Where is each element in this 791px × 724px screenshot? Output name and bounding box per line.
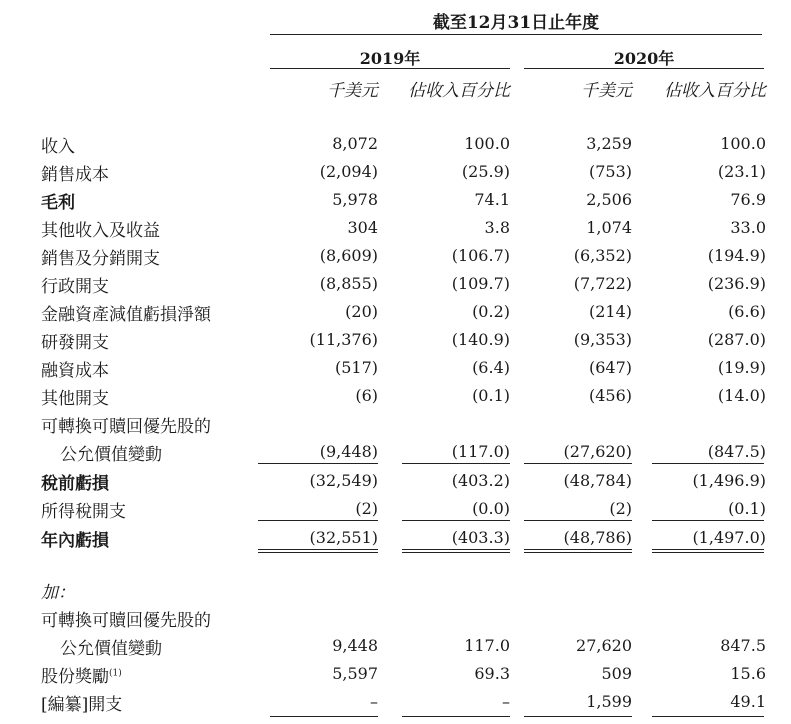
cell-usd-2019: 9,448 bbox=[332, 636, 378, 655]
cell-pct-2019: 117.0 bbox=[464, 636, 510, 655]
cell-usd-2019: (517) bbox=[334, 358, 378, 377]
row-label: 融資成本 bbox=[41, 361, 109, 381]
subtotal-rule bbox=[270, 716, 378, 717]
subtotal-rule bbox=[652, 716, 764, 717]
cell-usd-2020: (27,620) bbox=[563, 442, 632, 461]
subhead-usd-2019: 千美元 bbox=[327, 81, 378, 101]
cell-pct-2019: (117.0) bbox=[451, 442, 510, 461]
year-2019-underline bbox=[270, 68, 510, 69]
year-2019-heading: 2019年 bbox=[359, 49, 421, 68]
cell-pct-2019: (403.3) bbox=[451, 528, 510, 547]
cell-pct-2020: 76.9 bbox=[730, 190, 766, 209]
cell-pct-2019: (140.9) bbox=[451, 330, 510, 349]
row-label: [編纂]開支 bbox=[41, 695, 123, 715]
row-label: 收入 bbox=[41, 137, 75, 157]
period-heading: 截至12月31日止年度 bbox=[432, 13, 600, 33]
subtotal-rule bbox=[524, 520, 632, 521]
total-rule bbox=[652, 552, 764, 553]
total-rule bbox=[402, 549, 510, 550]
cell-pct-2019: (109.7) bbox=[451, 274, 510, 293]
subhead-pct-2020: 佔收入百分比 bbox=[664, 81, 766, 101]
cell-pct-2020: (1,496.9) bbox=[692, 471, 766, 490]
cell-pct-2019: 100.0 bbox=[464, 134, 510, 153]
row-label: 其他開支 bbox=[41, 389, 109, 409]
total-rule bbox=[402, 552, 510, 553]
cell-pct-2020: (14.0) bbox=[717, 386, 766, 405]
cell-pct-2019: (25.9) bbox=[461, 162, 510, 181]
cell-pct-2020: 15.6 bbox=[730, 664, 766, 683]
row-label: 可轉換可贖回優先股的 bbox=[41, 417, 211, 437]
subtotal-rule bbox=[402, 520, 510, 521]
period-underline bbox=[270, 34, 762, 35]
row-label: 研發開支 bbox=[41, 333, 109, 353]
subtotal-rule bbox=[652, 520, 764, 521]
row-label: 稅前虧損 bbox=[41, 474, 109, 494]
cell-usd-2020: (753) bbox=[588, 162, 632, 181]
cell-usd-2020: (456) bbox=[588, 386, 632, 405]
cell-usd-2019: 8,072 bbox=[332, 134, 378, 153]
subtotal-rule bbox=[524, 463, 632, 464]
row-label: 銷售成本 bbox=[41, 165, 109, 185]
total-rule bbox=[258, 549, 378, 550]
total-rule bbox=[258, 552, 378, 553]
cell-pct-2020: (847.5) bbox=[707, 442, 766, 461]
cell-pct-2020: (287.0) bbox=[707, 330, 766, 349]
subhead-pct-2019: 佔收入百分比 bbox=[408, 81, 510, 101]
cell-usd-2019: – bbox=[370, 692, 378, 711]
cell-usd-2020: 1,074 bbox=[586, 218, 632, 237]
subtotal-rule bbox=[258, 463, 378, 464]
cell-pct-2020: (194.9) bbox=[707, 246, 766, 265]
cell-pct-2019: 69.3 bbox=[474, 664, 510, 683]
cell-usd-2019: 5,978 bbox=[332, 190, 378, 209]
row-label: 年內虧損 bbox=[41, 531, 109, 551]
cell-usd-2020: (7,722) bbox=[573, 274, 632, 293]
cell-pct-2020: (236.9) bbox=[707, 274, 766, 293]
cell-usd-2020: 27,620 bbox=[576, 636, 632, 655]
footnote-marker: (1) bbox=[109, 668, 122, 679]
cell-usd-2020: (647) bbox=[588, 358, 632, 377]
cell-pct-2020: 847.5 bbox=[720, 636, 766, 655]
cell-usd-2019: (8,609) bbox=[319, 246, 378, 265]
cell-usd-2019: (2) bbox=[355, 499, 378, 518]
row-label: 金融資產減值虧損淨額 bbox=[41, 305, 211, 325]
cell-usd-2019: (8,855) bbox=[319, 274, 378, 293]
cell-usd-2019: (32,549) bbox=[309, 471, 378, 490]
row-label: 公允價值變動 bbox=[60, 445, 162, 465]
cell-usd-2019: (11,376) bbox=[309, 330, 378, 349]
cell-usd-2020: 3,259 bbox=[586, 134, 632, 153]
year-2020-heading: 2020年 bbox=[613, 49, 675, 68]
cell-pct-2019: 3.8 bbox=[484, 218, 510, 237]
cell-pct-2020: (0.1) bbox=[728, 499, 766, 518]
cell-pct-2020: (23.1) bbox=[717, 162, 766, 181]
cell-usd-2020: (9,353) bbox=[573, 330, 632, 349]
cell-usd-2019: (6) bbox=[355, 386, 378, 405]
cell-pct-2019: (0.1) bbox=[472, 386, 510, 405]
cell-usd-2020: (48,784) bbox=[563, 471, 632, 490]
row-label-text: 股份獎勵 bbox=[41, 667, 109, 687]
cell-usd-2020: 2,506 bbox=[586, 190, 632, 209]
cell-usd-2020: 509 bbox=[601, 664, 632, 683]
cell-pct-2019: (6.4) bbox=[472, 358, 510, 377]
cell-pct-2020: (1,497.0) bbox=[692, 528, 766, 547]
addback-title: 加： bbox=[41, 583, 75, 603]
cell-usd-2020: (48,786) bbox=[563, 528, 632, 547]
subtotal-rule bbox=[652, 463, 764, 464]
year-2020-underline bbox=[524, 68, 764, 69]
cell-usd-2019: (32,551) bbox=[309, 528, 378, 547]
total-rule bbox=[524, 549, 632, 550]
row-label: 所得稅開支 bbox=[41, 502, 126, 522]
cell-pct-2019: (0.2) bbox=[472, 302, 510, 321]
cell-pct-2019: 74.1 bbox=[474, 190, 510, 209]
cell-pct-2019: – bbox=[502, 692, 510, 711]
total-rule bbox=[524, 552, 632, 553]
cell-pct-2020: 49.1 bbox=[730, 692, 766, 711]
row-label: 銷售及分銷開支 bbox=[41, 249, 160, 269]
total-rule bbox=[652, 549, 764, 550]
cell-pct-2020: (19.9) bbox=[717, 358, 766, 377]
subhead-usd-2020: 千美元 bbox=[581, 81, 632, 101]
cell-usd-2020: (214) bbox=[588, 302, 632, 321]
row-label: 其他收入及收益 bbox=[41, 221, 160, 241]
row-label: 行政開支 bbox=[41, 277, 109, 297]
cell-usd-2019: 5,597 bbox=[332, 664, 378, 683]
cell-usd-2020: 1,599 bbox=[586, 692, 632, 711]
subtotal-rule bbox=[402, 716, 510, 717]
cell-usd-2019: (9,448) bbox=[319, 442, 378, 461]
subtotal-rule bbox=[258, 520, 378, 521]
cell-usd-2019: 304 bbox=[347, 218, 378, 237]
cell-usd-2020: (6,352) bbox=[573, 246, 632, 265]
cell-pct-2019: (0.0) bbox=[472, 499, 510, 518]
row-label: 可轉換可贖回優先股的 bbox=[41, 611, 211, 631]
cell-usd-2019: (2,094) bbox=[319, 162, 378, 181]
row-label: 公允價值變動 bbox=[60, 639, 162, 659]
cell-pct-2020: (6.6) bbox=[728, 302, 766, 321]
cell-pct-2020: 33.0 bbox=[730, 218, 766, 237]
row-label: 毛利 bbox=[41, 193, 75, 213]
cell-usd-2019: (20) bbox=[345, 302, 378, 321]
cell-usd-2020: (2) bbox=[609, 499, 632, 518]
cell-pct-2020: 100.0 bbox=[720, 134, 766, 153]
row-label bbox=[41, 662, 122, 687]
subtotal-rule bbox=[402, 463, 510, 464]
cell-pct-2019: (403.2) bbox=[451, 471, 510, 490]
subtotal-rule bbox=[524, 716, 632, 717]
cell-pct-2019: (106.7) bbox=[451, 246, 510, 265]
